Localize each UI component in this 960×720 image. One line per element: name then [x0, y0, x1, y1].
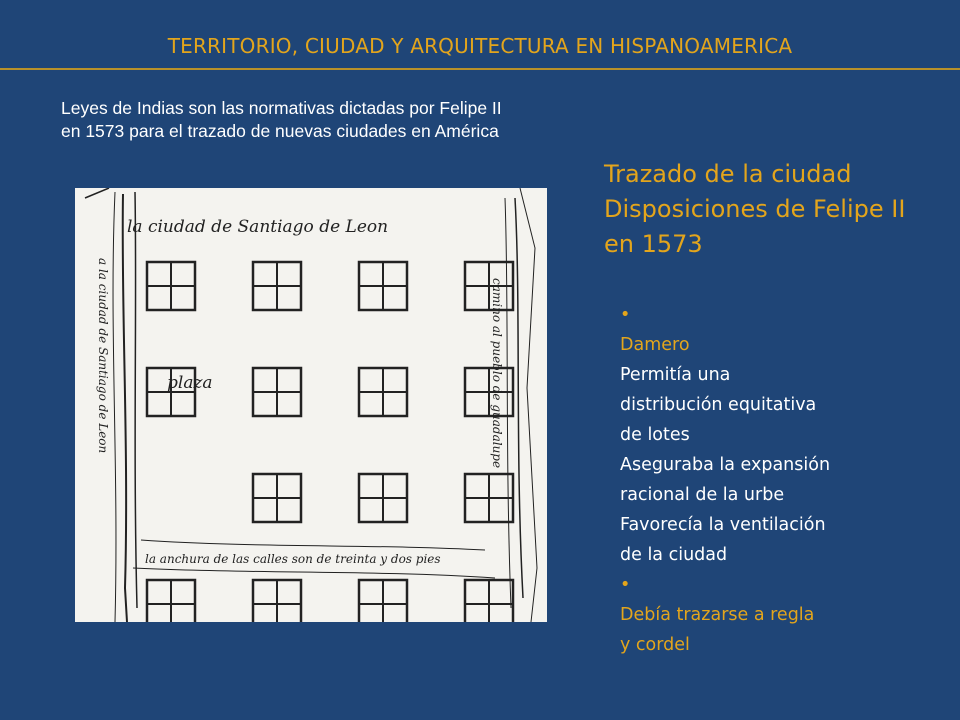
bullet-list [620, 300, 950, 660]
plan-block [253, 580, 301, 622]
section-heading [604, 157, 944, 262]
bullet-body-line-3: de lotes [620, 425, 690, 445]
plan-block [359, 474, 407, 522]
intro-line-1: Leyes de Indias son las normativas dictadas por Felipe II [61, 98, 502, 118]
plan-block [147, 474, 195, 522]
heading-line-1: Trazado de la ciudad [604, 160, 852, 188]
plan-side-note-right: camino al pueblo de guadalupe [490, 278, 504, 469]
bullet-body-line-4: Aseguraba la expansión [620, 455, 831, 475]
bullet-item-1 [620, 300, 950, 360]
bullet-dot-icon: • [620, 305, 631, 325]
plan-block [465, 474, 513, 522]
plan-caption-bottom: la anchura de las calles son de treinta y dos pies [145, 552, 441, 566]
bullet-item-2-continued: y cordel [620, 635, 690, 655]
bullet-dot-icon: • [620, 575, 631, 595]
plan-block [253, 474, 301, 522]
plan-caption-top: la ciudad de Santiago de Leon [127, 217, 389, 237]
plan-block [465, 580, 513, 622]
plan-block [359, 368, 407, 416]
bullet-body-line-7: de la ciudad [620, 545, 728, 565]
plan-block [147, 580, 195, 622]
heading-line-2: Disposiciones de Felipe II [604, 195, 906, 223]
plan-block [147, 262, 195, 310]
plan-plaza-label: plaza [167, 373, 213, 393]
plan-block [359, 580, 407, 622]
city-plan-image [75, 188, 547, 622]
bullet-body-line-1: Permitía una [620, 365, 731, 385]
bullet-item-1-text: Damero [620, 335, 690, 355]
plan-block [465, 262, 513, 310]
bullet-body-line-2: distribución equitativa [620, 395, 817, 415]
intro-text [61, 97, 701, 143]
title-divider [0, 68, 960, 70]
intro-line-2: en 1573 para el trazado de nuevas ciudades en América [61, 121, 499, 141]
plan-block [359, 262, 407, 310]
bullet-body-line-5: racional de la urbe [620, 485, 785, 505]
slide-title: TERRITORIO, CIUDAD Y ARQUITECTURA EN HISPANOAMERICA [167, 34, 793, 58]
heading-line-3: en 1573 [604, 230, 703, 258]
city-plan-drawing [75, 188, 547, 622]
plan-block [465, 368, 513, 416]
plan-side-note-left: a la ciudad de Santiago de Leon [96, 258, 110, 454]
bullet-body-line-6: Favorecía la ventilación [620, 515, 826, 535]
bullet-item-2 [620, 570, 950, 630]
plan-block [253, 368, 301, 416]
plan-block [253, 262, 301, 310]
bullet-item-2-text: Debía trazarse a regla [620, 605, 815, 625]
